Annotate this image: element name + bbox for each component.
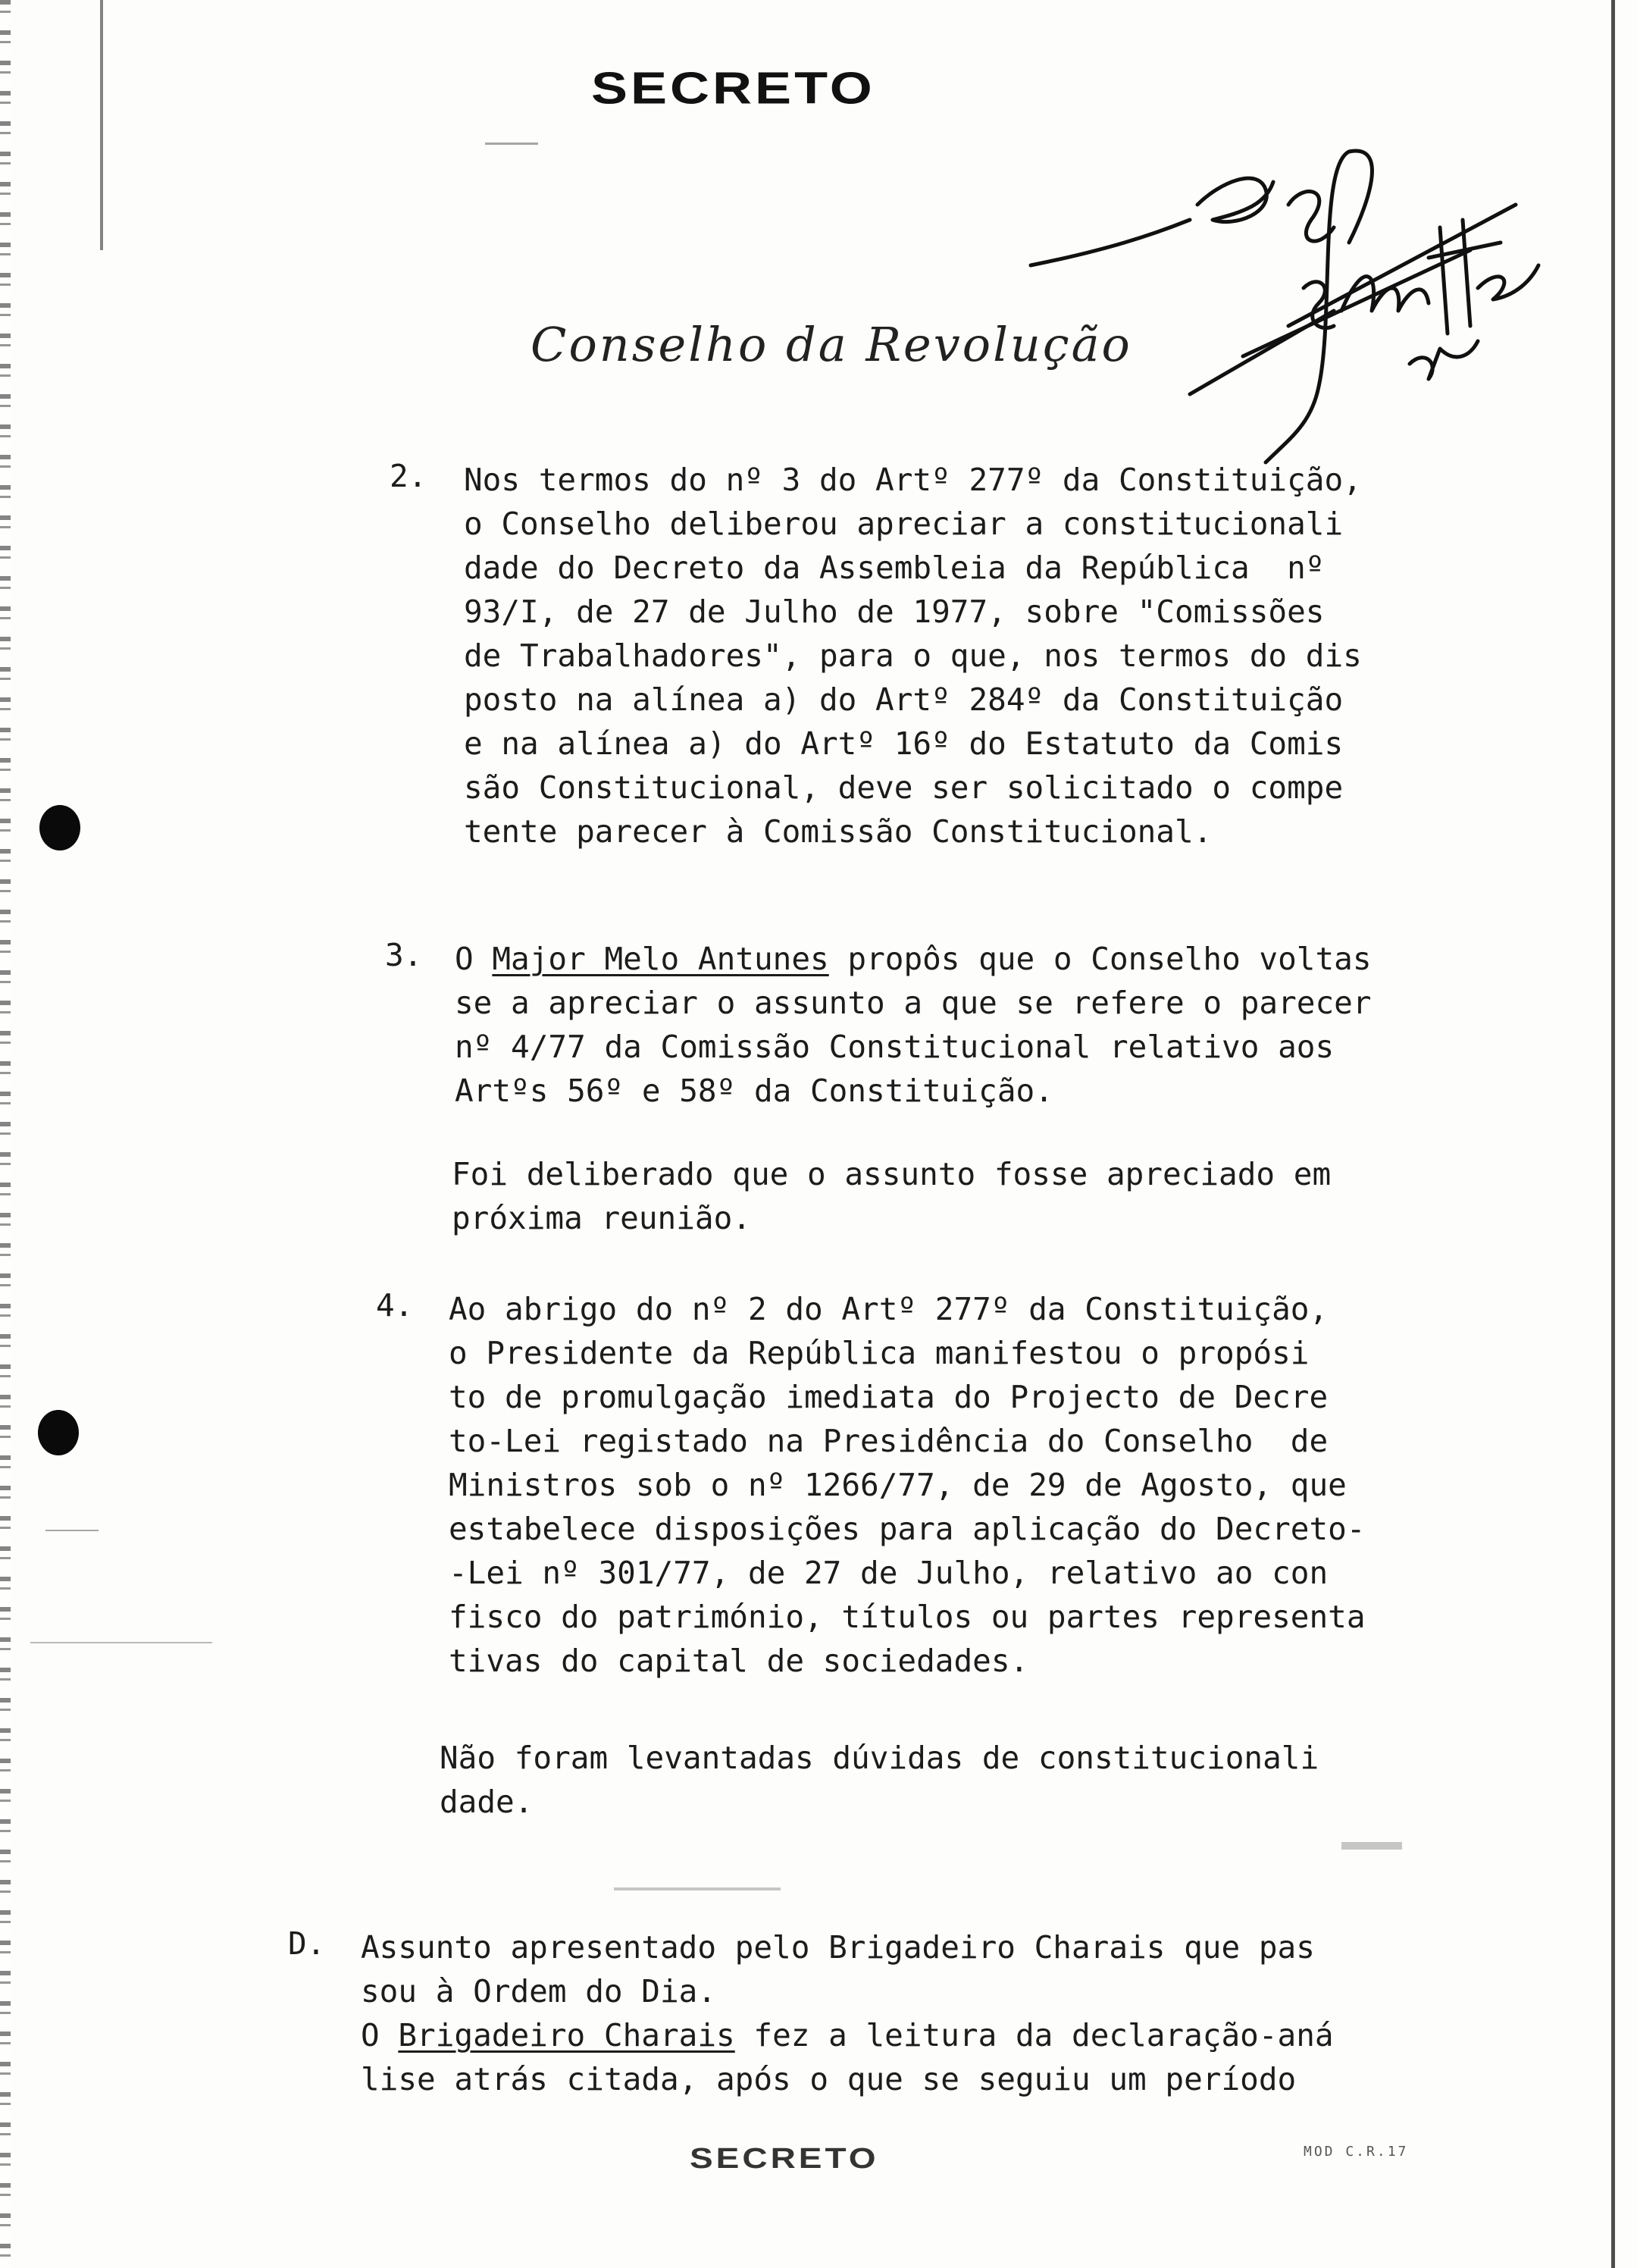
scan-mark <box>485 143 538 145</box>
item-number: 2. <box>390 458 427 494</box>
letterhead: Conselho da Revolução <box>531 317 1132 372</box>
scan-mark <box>614 1887 781 1891</box>
underlined-name: Brigadeiro Charais <box>398 2017 735 2053</box>
item-number: 3. <box>385 937 423 973</box>
classification-header: SECRETO <box>591 64 875 114</box>
item-number: 4. <box>376 1287 414 1324</box>
scan-mark <box>30 1642 212 1643</box>
item-3-text: O Major Melo Antunes propôs que o Conselho voltas se a apreciar o assunto a que se refere o parecer nº 4/77 da Comissão Constitucional relativo aos Artºs 56º e 58º da Constituição. <box>455 941 1372 1109</box>
handwritten-signature <box>1016 136 1546 478</box>
punch-hole-bottom <box>38 1410 79 1455</box>
form-code: MOD C.R.17 <box>1304 2144 1409 2160</box>
underlined-name: Major Melo Antunes <box>492 941 829 977</box>
section-d-text: Assunto apresentado pelo Brigadeiro Charais que pas sou à Ordem do Dia. O Brigadeiro Charais fez a leitura da declaração-aná lise atrás citada, após o que se seguiu um período <box>361 1929 1334 2097</box>
scan-mark <box>1341 1842 1402 1850</box>
scan-mark <box>45 1530 99 1531</box>
section-letter: D. <box>288 1925 326 1962</box>
scan-right-edge <box>1611 0 1615 2268</box>
item-3-note: Foi deliberado que o assunto fosse apreciado em próxima reunião. <box>452 1156 1332 1236</box>
item-2-text: Nos termos do nº 3 do Artº 277º da Constituição, o Conselho deliberou apreciar a constitucionali dade do Decreto da Assembleia da República nº 93/I, de 27 de Julho de 1977, sobre "Comissões de Trabalhadores", para o que, nos termos do dis posto na alínea a) do Artº 284º da Constituição e na alínea a) do Artº 16º do Estatuto da Comis são Constitucional, deve ser solicitado o compe tente parecer à Comissão Constitucional. <box>464 462 1362 850</box>
item-4-text: Ao abrigo do nº 2 do Artº 277º da Constituição, o Presidente da República manifestou o propósi to de promulgação imediata do Projecto de Decre to-Lei registado na Presidência do Conselho de Ministros sob o nº 1266/77, de 29 de Agosto, que estabelece disposições para aplicação do Decreto- -Lei nº 301/77, de 27 de Julho, relativo ao con fisco do património, títulos ou partes representa tivas do capital de sociedades. <box>449 1291 1366 1679</box>
scan-left-edge <box>0 0 11 2268</box>
item-4-note: Não foram levantadas dúvidas de constitucionali dade. <box>440 1740 1319 1820</box>
scan-margin-line <box>100 0 103 250</box>
classification-footer: SECRETO <box>690 2141 879 2175</box>
punch-hole-top <box>39 805 80 850</box>
